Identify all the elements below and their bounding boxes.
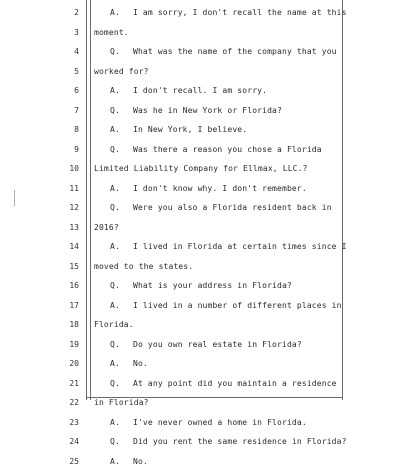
transcript-line xyxy=(0,296,400,316)
line-number: 20 xyxy=(0,354,79,374)
line-number: 14 xyxy=(0,237,79,257)
testimony-text: I've never owned a home in Florida. xyxy=(133,418,307,427)
transcript-line xyxy=(0,159,400,179)
line-number: 2 xyxy=(0,3,79,23)
line-text xyxy=(110,374,337,394)
line-text: moment. xyxy=(94,23,129,43)
line-text xyxy=(110,276,292,296)
line-number: 8 xyxy=(0,120,79,140)
line-number: 19 xyxy=(0,335,79,355)
speaker-label: A. xyxy=(110,3,133,23)
transcript-line xyxy=(0,257,400,277)
line-number: 4 xyxy=(0,42,79,62)
line-text xyxy=(110,101,282,121)
speaker-label: Q. xyxy=(110,42,133,62)
line-number: 15 xyxy=(0,257,79,277)
speaker-label: Q. xyxy=(110,432,133,452)
line-number: 6 xyxy=(0,81,79,101)
testimony-text: Did you rent the same residence in Florida? xyxy=(133,437,347,446)
line-text: Limited Liability Company for Ellmax, LLC.? xyxy=(94,159,308,179)
transcript-line xyxy=(0,179,400,199)
line-number: 18 xyxy=(0,315,79,335)
line-number: 22 xyxy=(0,393,79,413)
line-number: 9 xyxy=(0,140,79,160)
line-text xyxy=(110,237,347,257)
transcript-line xyxy=(0,218,400,238)
testimony-text: Was he in New York or Florida? xyxy=(133,106,282,115)
line-number: 11 xyxy=(0,179,79,199)
speaker-label: A. xyxy=(110,354,133,374)
speaker-label: A. xyxy=(110,81,133,101)
line-number: 24 xyxy=(0,432,79,452)
speaker-label: Q. xyxy=(110,335,133,355)
line-text: worked for? xyxy=(94,62,149,82)
transcript-line xyxy=(0,237,400,257)
testimony-text: I don't know why. I don't remember. xyxy=(133,184,307,193)
transcript-line xyxy=(0,374,400,394)
testimony-text: Do you own real estate in Florida? xyxy=(133,340,302,349)
line-number: 21 xyxy=(0,374,79,394)
line-number: 5 xyxy=(0,62,79,82)
line-number: 25 xyxy=(0,452,79,471)
transcript-line xyxy=(0,198,400,218)
speaker-label: A. xyxy=(110,296,133,316)
speaker-label: Q. xyxy=(110,276,133,296)
testimony-text: What was the name of the company that you xyxy=(133,47,337,56)
transcript-line xyxy=(0,315,400,335)
speaker-label: Q. xyxy=(110,198,133,218)
transcript-line xyxy=(0,432,400,452)
transcript-line xyxy=(0,413,400,433)
line-number: 16 xyxy=(0,276,79,296)
line-text xyxy=(110,120,247,140)
line-text: 2016? xyxy=(94,218,119,238)
line-text xyxy=(110,42,337,62)
transcript-line xyxy=(0,140,400,160)
transcript-line xyxy=(0,101,400,121)
testimony-text: At any point did you maintain a residence xyxy=(133,379,337,388)
line-number: 17 xyxy=(0,296,79,316)
testimony-text: I don't recall. I am sorry. xyxy=(133,86,267,95)
transcript-line xyxy=(0,393,400,413)
line-text xyxy=(110,140,322,160)
transcript-line xyxy=(0,62,400,82)
transcript-line xyxy=(0,276,400,296)
line-number: 10 xyxy=(0,159,79,179)
speaker-label: A. xyxy=(110,452,133,471)
transcript-line xyxy=(0,81,400,101)
testimony-text: No. xyxy=(133,457,148,466)
line-text: in Florida? xyxy=(94,393,149,413)
transcript-line xyxy=(0,354,400,374)
transcript-line xyxy=(0,120,400,140)
testimony-text: Were you also a Florida resident back in xyxy=(133,203,332,212)
line-text xyxy=(110,198,332,218)
line-number: 12 xyxy=(0,198,79,218)
transcript-line xyxy=(0,335,400,355)
line-text xyxy=(110,432,347,452)
transcript-lines xyxy=(0,3,400,471)
line-text xyxy=(110,179,307,199)
testimony-text: Was there a reason you chose a Florida xyxy=(133,145,322,154)
transcript-line xyxy=(0,42,400,62)
transcript-line xyxy=(0,23,400,43)
line-number: 3 xyxy=(0,23,79,43)
line-text xyxy=(110,354,148,374)
line-text: moved to the states. xyxy=(94,257,193,277)
line-number: 13 xyxy=(0,218,79,238)
transcript-line xyxy=(0,3,400,23)
line-text xyxy=(110,452,148,471)
testimony-text: What is your address in Florida? xyxy=(133,281,292,290)
testimony-text: I lived in a number of different places in xyxy=(133,301,342,310)
line-text: Florida. xyxy=(94,315,134,335)
line-text xyxy=(110,3,347,23)
speaker-label: Q. xyxy=(110,140,133,160)
testimony-text: No. xyxy=(133,359,148,368)
line-text xyxy=(110,335,302,355)
line-text xyxy=(110,296,342,316)
speaker-label: A. xyxy=(110,120,133,140)
transcript-line xyxy=(0,452,400,471)
testimony-text: I am sorry, I don't recall the name at this xyxy=(133,8,347,17)
testimony-text: I lived in Florida at certain times since I xyxy=(133,242,347,251)
speaker-label: A. xyxy=(110,413,133,433)
line-text xyxy=(110,413,307,433)
testimony-text: In New York, I believe. xyxy=(133,125,247,134)
line-number: 7 xyxy=(0,101,79,121)
speaker-label: A. xyxy=(110,179,133,199)
speaker-label: Q. xyxy=(110,374,133,394)
speaker-label: A. xyxy=(110,237,133,257)
line-number: 23 xyxy=(0,413,79,433)
speaker-label: Q. xyxy=(110,101,133,121)
line-text xyxy=(110,81,267,101)
